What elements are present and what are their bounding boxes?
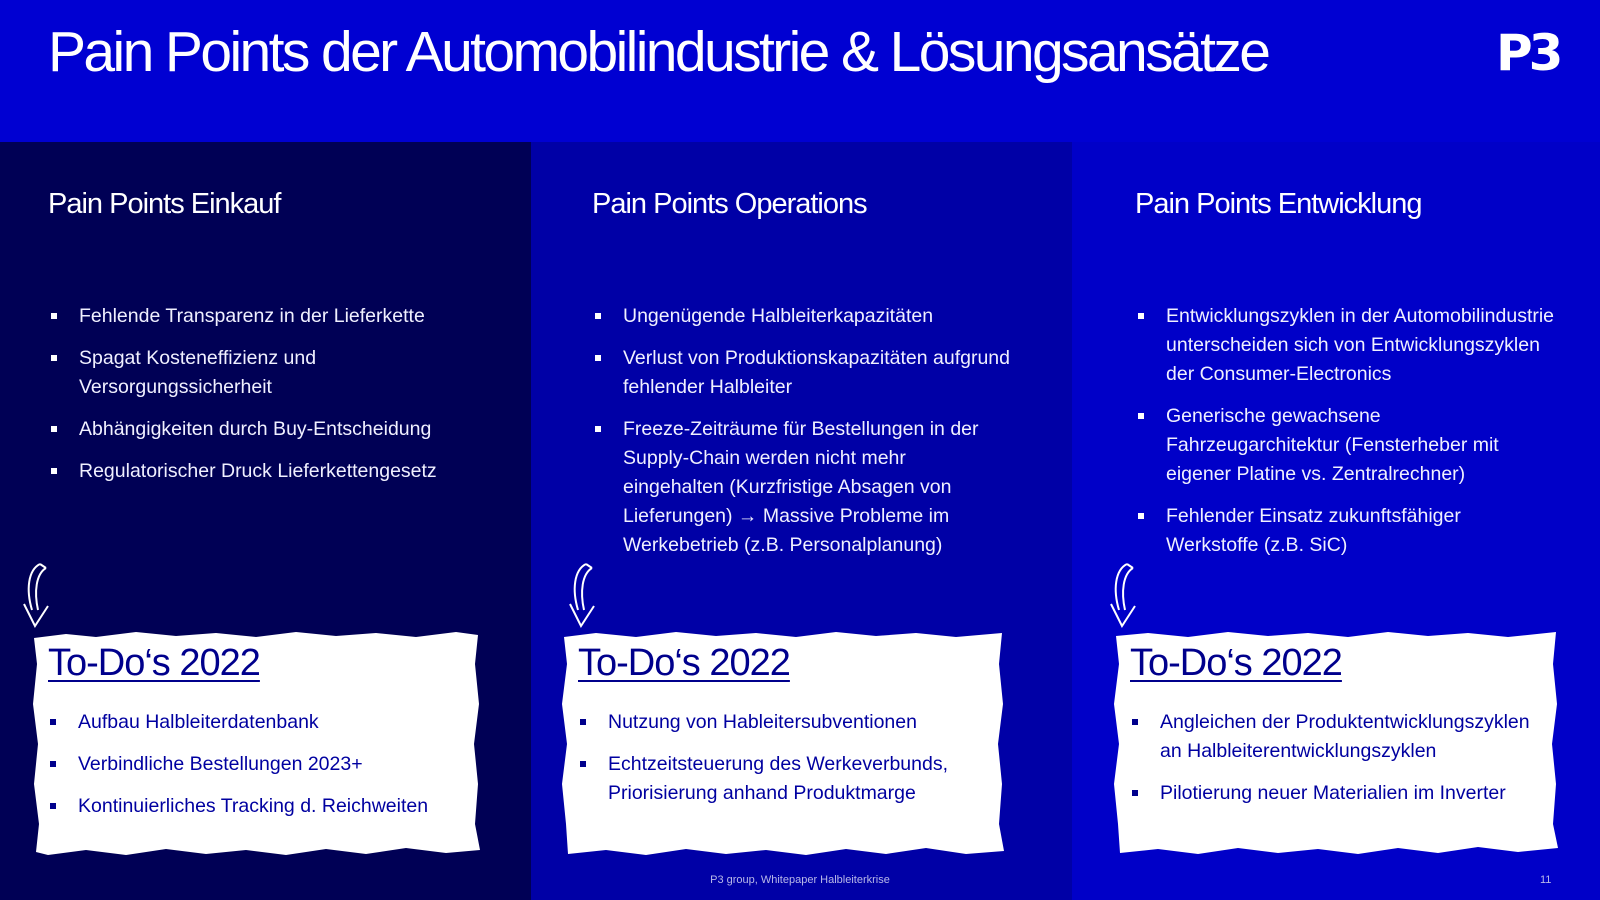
todo-list	[1130, 708, 1546, 821]
pain-point: Generische gewachsene Fahrzeugarchitektur (Fensterheber mit eigener Platine vs. Zentralrechner)	[1135, 402, 1555, 489]
todo-list	[48, 708, 464, 834]
todo-item: Pilotierung neuer Materialien im Inverter	[1130, 779, 1546, 808]
pain-point: Freeze-Zeiträume für Bestellungen in der Supply-Chain werden nicht mehr eingehalten (Kurzfristige Absagen von Lieferungen) → Massive Probleme im Werkebetrieb (z.B. Personalplanung)	[592, 415, 1012, 560]
pain-point: Entwicklungszyklen in der Automobilindustrie unterscheiden sich von Entwicklungszyklen der Consumer-Electronics	[1135, 302, 1555, 389]
todo-item: Nutzung von Hableitersubventionen	[578, 708, 994, 737]
curved-down-arrow-icon	[18, 560, 54, 632]
pain-point: Ungenügende Halbleiterkapazitäten	[592, 302, 1012, 331]
column-title: Pain Points Operations	[592, 188, 867, 220]
todo-item: Angleichen der Produktentwicklungszyklen an Halbleiterentwicklungszyklen	[1130, 708, 1546, 766]
curved-down-arrow-icon	[564, 560, 600, 632]
column-entwicklung	[1072, 142, 1600, 900]
todo-item: Verbindliche Bestellungen 2023+	[48, 750, 464, 779]
todo-note	[34, 632, 480, 854]
todo-list	[578, 708, 994, 821]
pain-points-list	[592, 302, 1012, 573]
column-title: Pain Points Entwicklung	[1135, 188, 1422, 220]
page-title: Pain Points der Automobilindustrie & Lösungsansätze	[48, 20, 1269, 84]
page-number: 11	[1540, 874, 1552, 886]
todo-note	[1116, 632, 1558, 854]
pain-point: Regulatorischer Druck Lieferkettengesetz	[48, 457, 468, 486]
todo-item: Echtzeitsteuerung des Werkeverbunds, Priorisierung anhand Produktmarge	[578, 750, 994, 808]
header	[0, 0, 1600, 142]
curved-down-arrow-icon	[1105, 560, 1141, 632]
todo-title: To-Do‘s 2022	[48, 642, 260, 684]
p3-logo: P3	[1496, 24, 1560, 82]
footer-source: P3 group, Whitepaper Halbleiterkrise	[710, 874, 890, 886]
pain-point: Fehlende Transparenz in der Lieferkette	[48, 302, 468, 331]
column-operations	[531, 142, 1072, 900]
todo-item: Kontinuierliches Tracking d. Reichweiten	[48, 792, 464, 821]
todo-item: Aufbau Halbleiterdatenbank	[48, 708, 464, 737]
todo-title: To-Do‘s 2022	[578, 642, 790, 684]
todo-note	[564, 632, 1004, 854]
pain-points-list	[48, 302, 468, 499]
column-einkauf	[0, 142, 531, 900]
todo-title: To-Do‘s 2022	[1130, 642, 1342, 684]
pain-point: Fehlender Einsatz zukunftsfähiger Werkstoffe (z.B. SiC)	[1135, 502, 1555, 560]
pain-point: Abhängigkeiten durch Buy-Entscheidung	[48, 415, 468, 444]
pain-point: Spagat Kosteneffizienz und Versorgungssicherheit	[48, 344, 468, 402]
column-title: Pain Points Einkauf	[48, 188, 281, 220]
pain-points-list	[1135, 302, 1555, 573]
pain-point: Verlust von Produktionskapazitäten aufgrund fehlender Halbleiter	[592, 344, 1012, 402]
